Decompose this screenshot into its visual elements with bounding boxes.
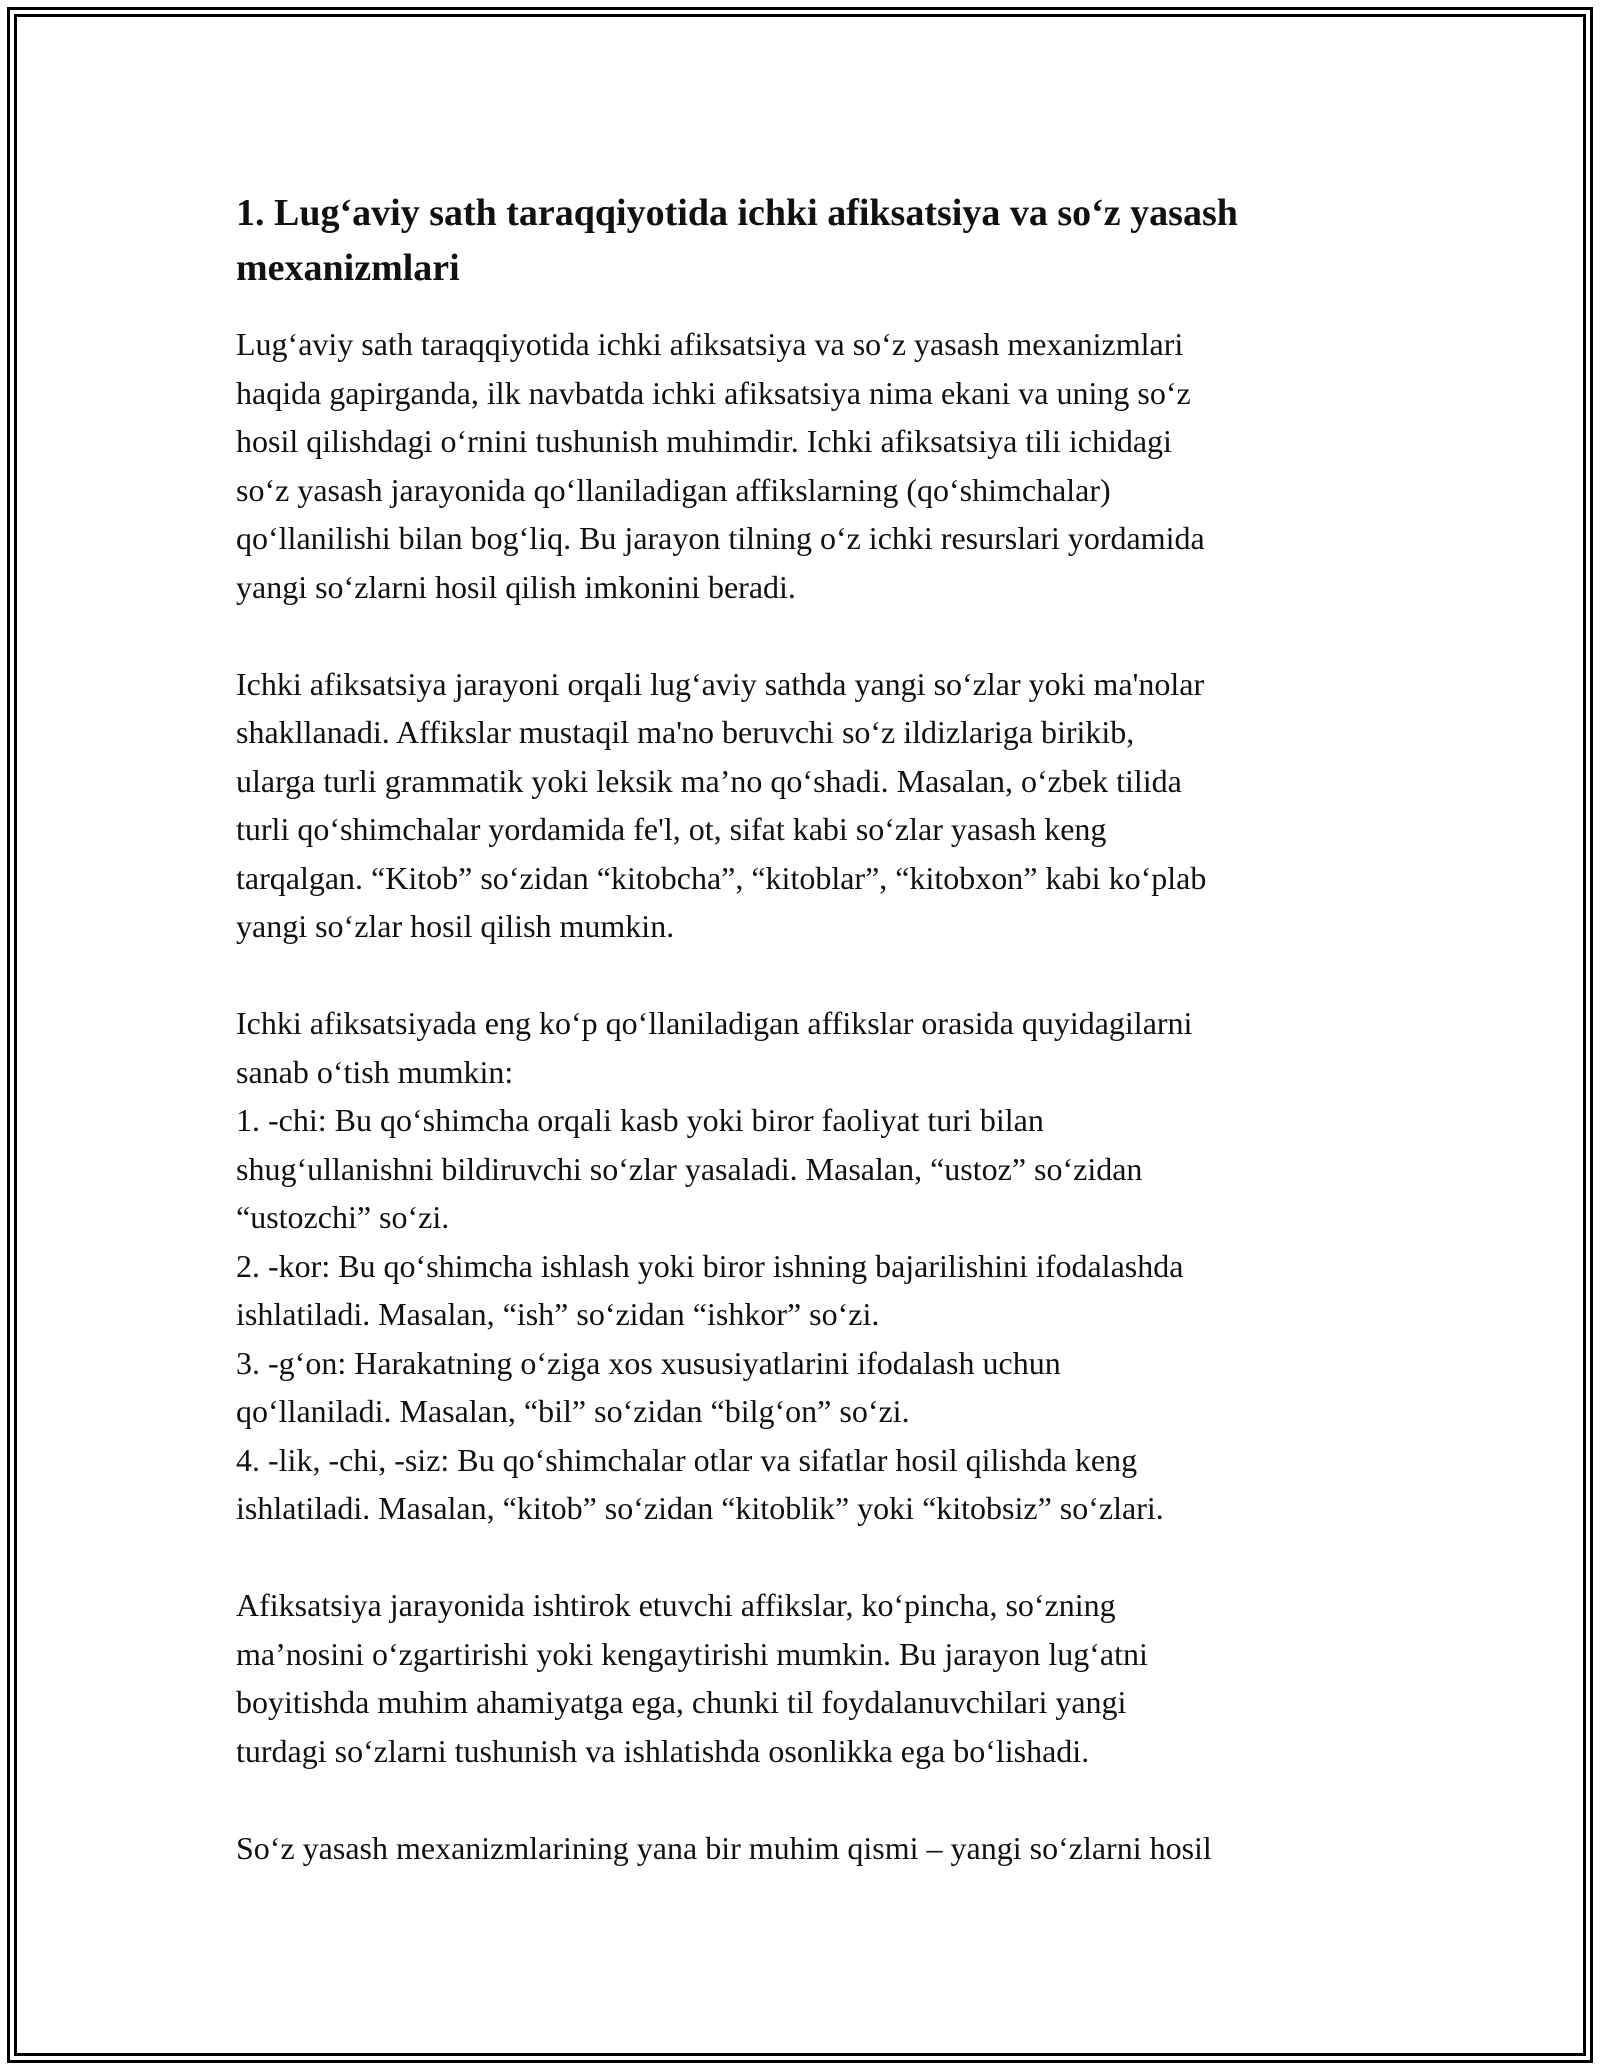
text-line: turdagi so‘zlarni tushunish va ishlatishda osonlikka ega bo‘lishadi.: [236, 1732, 1090, 1769]
text-line: so‘z yasash jarayonida qo‘llaniladigan affikslarning (qo‘shimchalar): [236, 471, 1111, 508]
list-item-line: 1. -chi: Bu qo‘shimcha orqali kasb yoki biror faoliyat turi bilan: [236, 1102, 1044, 1138]
list-item-line: ishlatiladi. Masalan, “ish” so‘zidan “ishkor” so‘zi.: [236, 1296, 880, 1332]
text-line: haqida gapirganda, ilk navbatda ichki afiksatsiya nima ekani va uning so‘z: [236, 374, 1191, 411]
list-item-line: 2. -kor: Bu qo‘shimcha ishlash yoki biror ishning bajarilishini ifodalashda: [236, 1247, 1184, 1284]
text-line: So‘z yasash mexanizmlarining yana bir muhim qismi – yangi so‘zlarni hosil: [236, 1829, 1212, 1866]
paragraph-affikslar-ahamiyati: [236, 1581, 1366, 1775]
paragraph-soz-yasash-mexanizmlari: [236, 1824, 1366, 1873]
list-item-line: 4. -lik, -chi, -siz: Bu qo‘shimchalar otlar va sifatlar hosil qilishda keng: [236, 1441, 1138, 1478]
text-line: Lug‘aviy sath taraqqiyotida ichki afiksatsiya va so‘z yasash mexanizmlari: [236, 326, 1184, 362]
text-line: yangi so‘zlarni hosil qilish imkonini beradi.: [236, 568, 796, 605]
paragraph-affikslar-list: [236, 999, 1366, 1533]
text-line: boyitishda muhim ahamiyatga ega, chunki til foydalanuvchilari yangi: [236, 1684, 1127, 1720]
text-line: sanab o‘tish mumkin:: [236, 1053, 514, 1090]
paragraph-intro: [236, 320, 1366, 611]
list-item-line: 3. -g‘on: Harakatning o‘ziga xos xususiyatlarini ifodalash uchun: [236, 1344, 1061, 1381]
text-line: ma’nosini o‘zgartirishi yoki kengaytirishi mumkin. Bu jarayon lug‘atni: [236, 1635, 1148, 1672]
text-line: shakllanadi. Affikslar mustaqil ma'no beruvchi so‘z ildizlariga birikib,: [236, 714, 1135, 750]
text-line: hosil qilishdagi o‘rnini tushunish muhimdir. Ichki afiksatsiya tili ichidagi: [236, 423, 1172, 459]
text-line: Afiksatsiya jarayonida ishtirok etuvchi affikslar, ko‘pincha, so‘zning: [236, 1587, 1116, 1623]
section-heading: [236, 186, 1366, 296]
text-line: qo‘llanilishi bilan bog‘liq. Bu jarayon tilning o‘z ichki resurslari yordamida: [236, 520, 1205, 556]
heading-line: 1. Lug‘aviy sath taraqqiyotida ichki afiksatsiya va so‘z yasash: [236, 192, 1238, 234]
text-line: ularga turli grammatik yoki leksik ma’no qo‘shadi. Masalan, o‘zbek tilida: [236, 762, 1182, 799]
paragraph-afiksatsiya-jarayoni: [236, 660, 1366, 951]
list-item-line: shug‘ullanishni bildiruvchi so‘zlar yasaladi. Masalan, “ustoz” so‘zidan: [236, 1150, 1143, 1187]
heading-line: mexanizmlari: [236, 247, 460, 289]
text-line: Ichki afiksatsiyada eng ko‘p qo‘llaniladigan affikslar orasida quyidagilarni: [236, 1005, 1193, 1041]
text-line: turli qo‘shimchalar yordamida fe'l, ot, sifat kabi so‘zlar yasash keng: [236, 811, 1107, 847]
text-line: tarqalgan. “Kitob” so‘zidan “kitobcha”, “kitoblar”, “kitobxon” kabi ko‘plab: [236, 859, 1207, 896]
list-item-line: ishlatiladi. Masalan, “kitob” so‘zidan “kitoblik” yoki “kitobsiz” so‘zlari.: [236, 1490, 1164, 1526]
text-line: yangi so‘zlar hosil qilish mumkin.: [236, 908, 675, 944]
list-item-line: “ustozchi” so‘zi.: [236, 1199, 450, 1235]
text-line: Ichki afiksatsiya jarayoni orqali lug‘aviy sathda yangi so‘zlar yoki ma'nolar: [236, 665, 1205, 702]
list-item-line: qo‘llaniladi. Masalan, “bil” so‘zidan “bilg‘on” so‘zi.: [236, 1393, 910, 1429]
document-page: [236, 186, 1366, 1921]
